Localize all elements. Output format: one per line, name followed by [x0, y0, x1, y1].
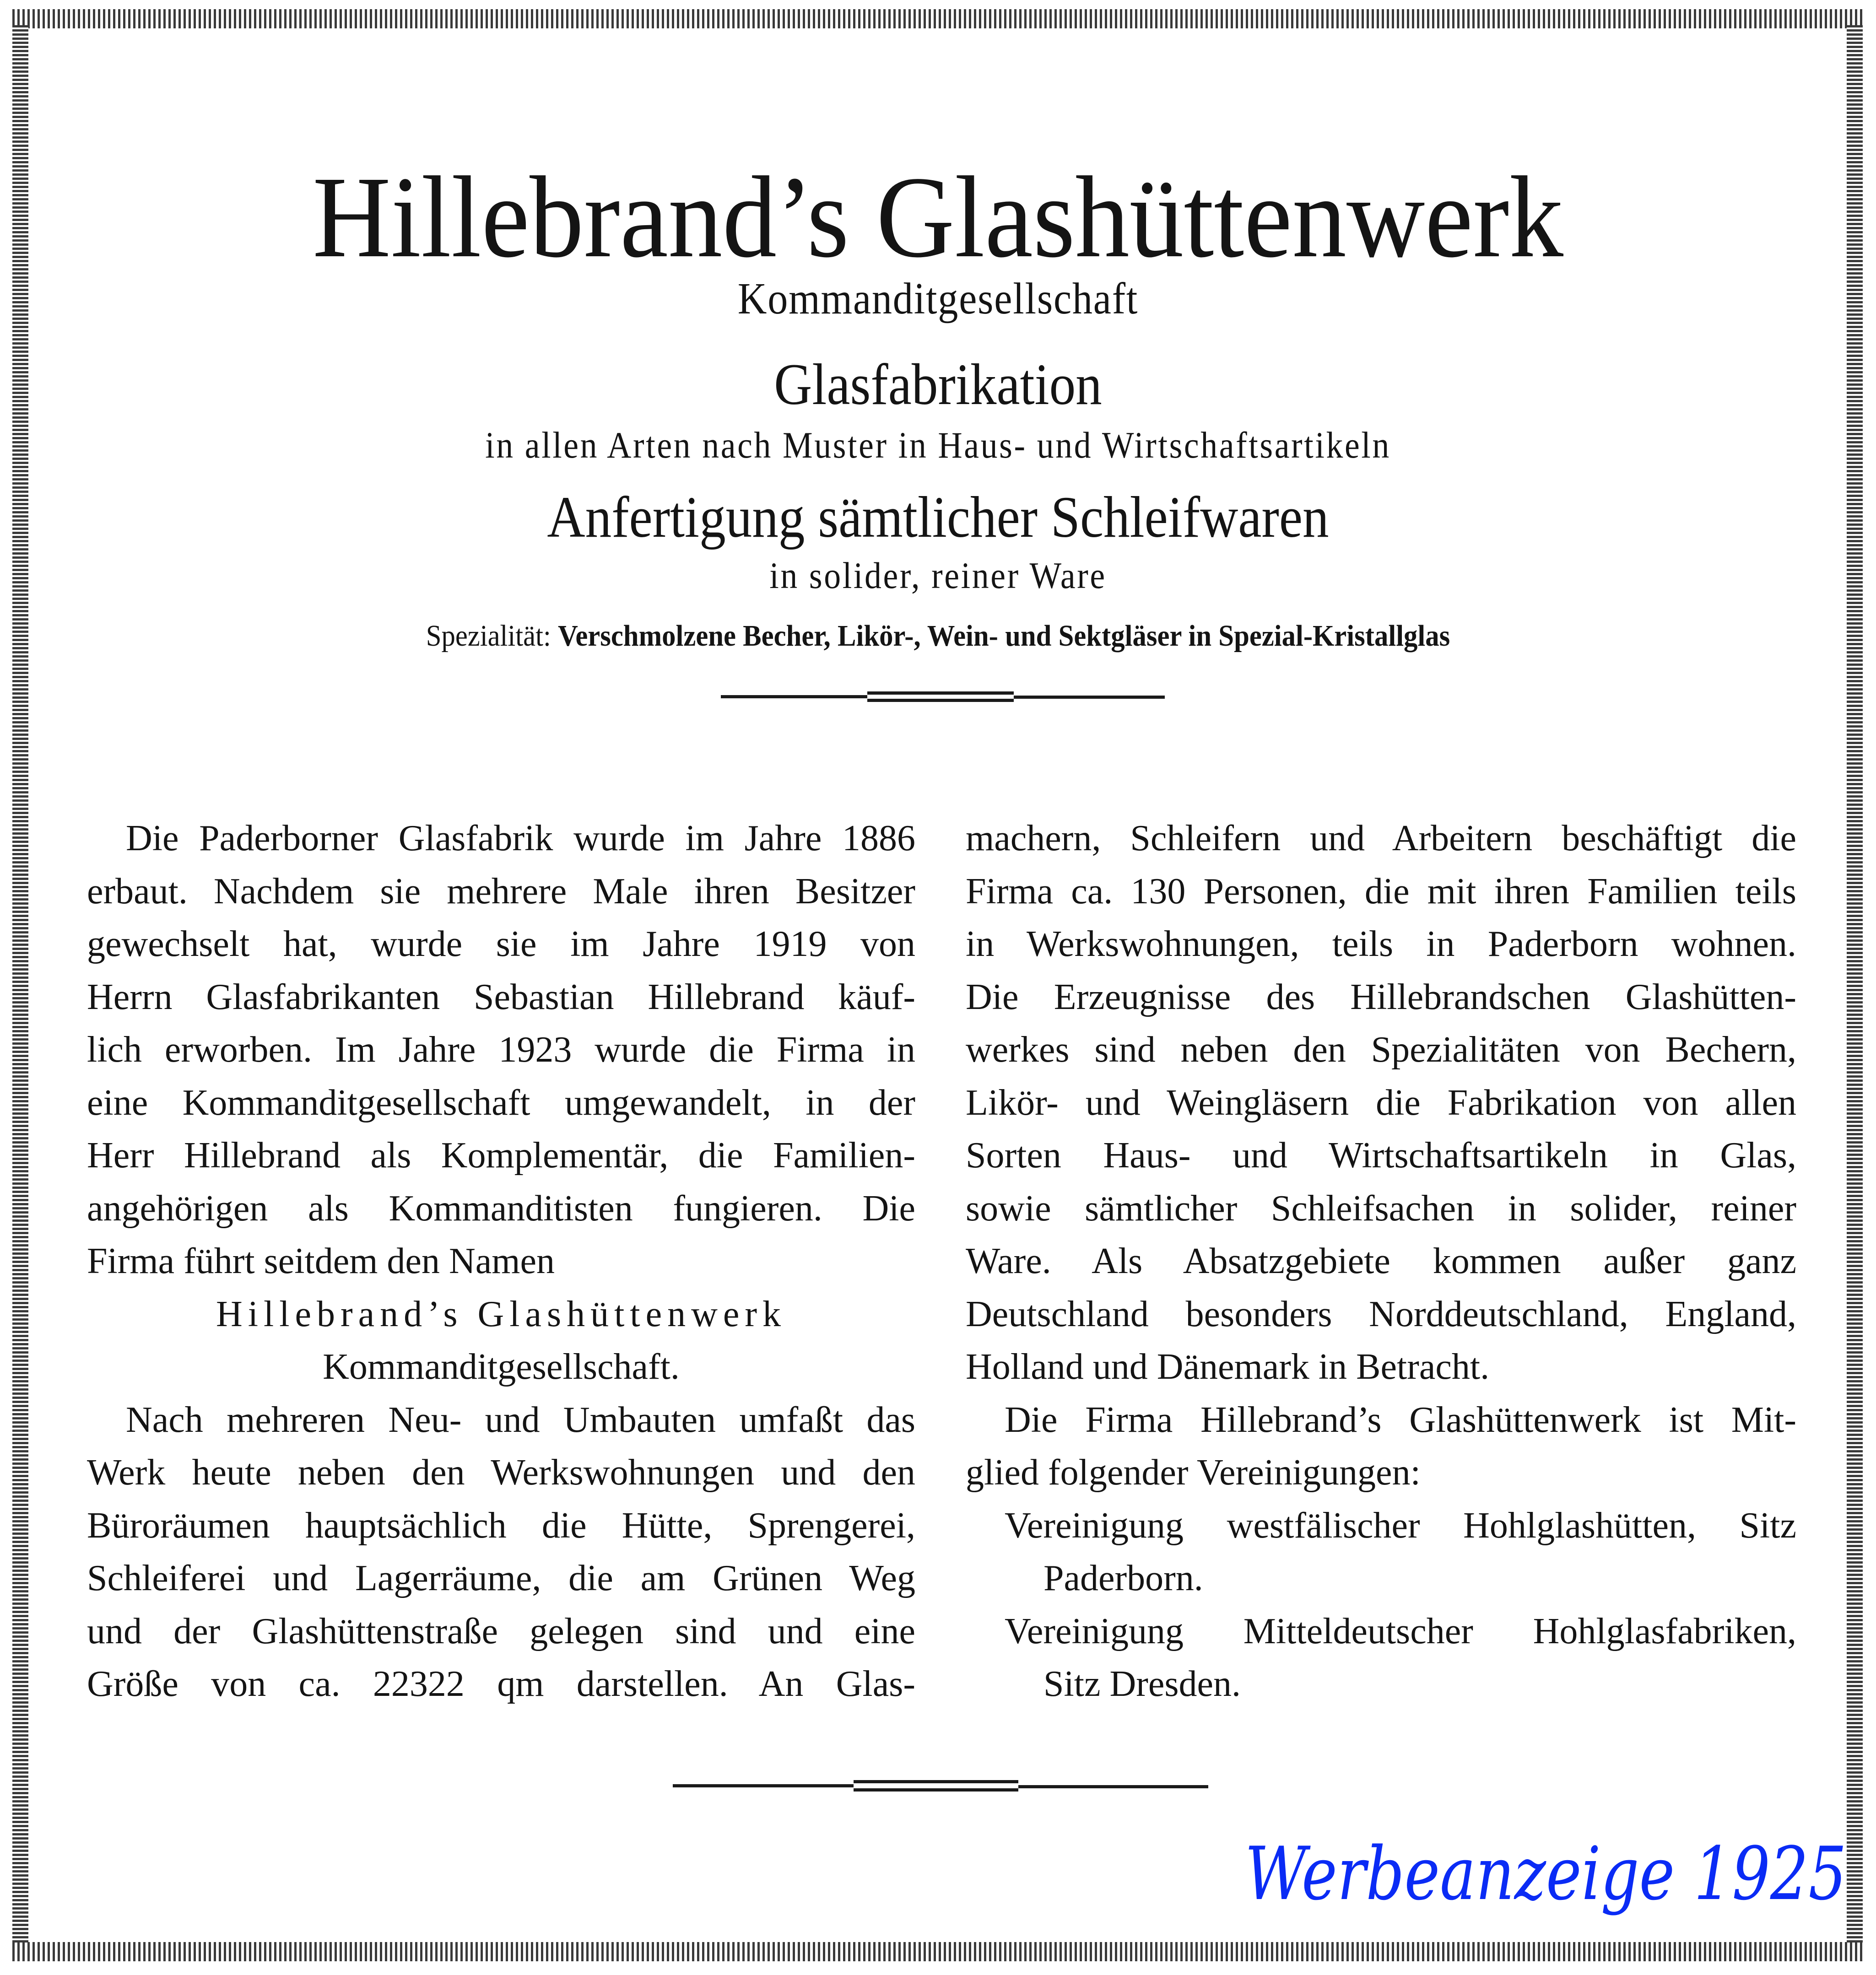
paragraph-line: machern, Schleifern und Arbeitern beschäftigt die — [966, 818, 1796, 858]
paragraph-line: Nach mehreren Neu- und Umbauten umfaßt das — [126, 1399, 915, 1440]
paragraph-line: Büroräumen hauptsächlich die Hütte, Sprengerei, — [87, 1505, 915, 1546]
frame-border-bottom — [12, 1942, 1863, 1961]
paragraph-line: werkes sind neben den Spezialitäten von Bechern, — [966, 1030, 1796, 1070]
frame-border-top — [12, 9, 1863, 28]
paragraph-line: Firma führt seitdem den Namen — [87, 1241, 555, 1281]
paragraph-line: und der Glashüttenstraße gelegen sind und eine — [87, 1611, 915, 1651]
ornamental-divider-bottom — [673, 1778, 1208, 1792]
paragraph-line: Herrn Glasfabrikanten Sebastian Hillebrand käuf- — [87, 977, 915, 1017]
paragraph-line: Größe von ca. 22322 qm darstellen. An Glas- — [87, 1664, 915, 1704]
paragraph-line: Likör- und Weingläsern die Fabrikation von allen — [966, 1082, 1796, 1123]
paragraph-line: lich erworben. Im Jahre 1923 wurde die Firma in — [87, 1030, 915, 1070]
company-legal-form: Kommanditgesellschaft — [737, 274, 1139, 324]
paragraph-line: angehörigen als Kommanditisten fungieren. Die — [87, 1188, 915, 1229]
paragraph-line: Werk heute neben den Werkswohnungen und den — [87, 1452, 915, 1493]
paragraph-line: Herr Hillebrand als Komplementär, die Familien- — [87, 1135, 915, 1176]
paragraph-line: Sorten Haus- und Wirtschaftsartikeln in Glas, — [966, 1135, 1796, 1176]
section-subline-arten: in allen Arten nach Muster in Haus- und Wirtschaftsartikeln — [485, 424, 1391, 466]
body-column-right — [966, 812, 1796, 1711]
annotation-werbeanzeige: Werbeanzeige 1925 — [1245, 1831, 1847, 1916]
paragraph-line: glied folgender Vereinigungen: — [966, 1452, 1421, 1493]
paragraph-line: eine Kommanditgesellschaft umgewandelt, in der — [87, 1082, 915, 1123]
body-column-left — [87, 812, 915, 1711]
section-subline-ware: in solider, reiner Ware — [769, 555, 1107, 596]
specialty-label: Spezialität: — [426, 619, 551, 653]
paragraph-line: Die Paderborner Glasfabrik wurde im Jahre 1886 — [126, 818, 915, 858]
paragraph-line: sowie sämtlicher Schleifsachen in solider, reiner — [966, 1188, 1796, 1229]
paragraph-line: Schleiferei und Lagerräume, die am Grünen Weg — [87, 1558, 915, 1598]
paragraph-line: Die Firma Hillebrand’s Glashüttenwerk ist Mit- — [1005, 1399, 1796, 1440]
association-item-seat: Sitz Dresden. — [1043, 1664, 1241, 1704]
company-legal-form-inline: Kommanditgesellschaft. — [323, 1347, 680, 1387]
paragraph-line: Firma ca. 130 Personen, die mit ihren Familien teils — [966, 871, 1796, 912]
specialty-text: Verschmolzene Becher, Likör-, Wein- und Sektgläser in Spezial-Kristallglas — [558, 619, 1450, 653]
paragraph-line: Ware. Als Absatzgebiete kommen außer ganz — [966, 1241, 1796, 1281]
ornamental-divider-top — [721, 689, 1165, 702]
paragraph-line: Holland und Dänemark in Betracht. — [966, 1347, 1490, 1387]
paragraph-line: Die Erzeugnisse des Hillebrandschen Glashütten- — [966, 977, 1796, 1017]
specialty-line — [75, 618, 1801, 654]
frame-border-left — [12, 25, 28, 1943]
association-item-seat: Paderborn. — [1043, 1558, 1203, 1598]
section-heading-glasfabrikation: Glasfabrikation — [774, 352, 1102, 417]
paragraph-line: Deutschland besonders Norddeutschland, England, — [966, 1294, 1796, 1334]
company-name-inline: Hillebrand’s Glashüttenwerk — [216, 1294, 786, 1334]
paragraph-line: in Werkswohnungen, teils in Paderborn wohnen. — [966, 924, 1796, 964]
association-item: Vereinigung westfälischer Hohlglashütten, Sitz — [1005, 1505, 1796, 1546]
company-title: Hillebrand’s Glashüttenwerk — [312, 153, 1564, 282]
association-item: Vereinigung Mitteldeutscher Hohlglasfabriken, — [1005, 1611, 1796, 1651]
paragraph-line: erbaut. Nachdem sie mehrere Male ihren Besitzer — [87, 871, 915, 912]
section-heading-schleifwaren: Anfertigung sämtlicher Schleifwaren — [547, 485, 1329, 550]
frame-border-right — [1847, 25, 1863, 1943]
paragraph-line: gewechselt hat, wurde sie im Jahre 1919 von — [87, 924, 915, 964]
